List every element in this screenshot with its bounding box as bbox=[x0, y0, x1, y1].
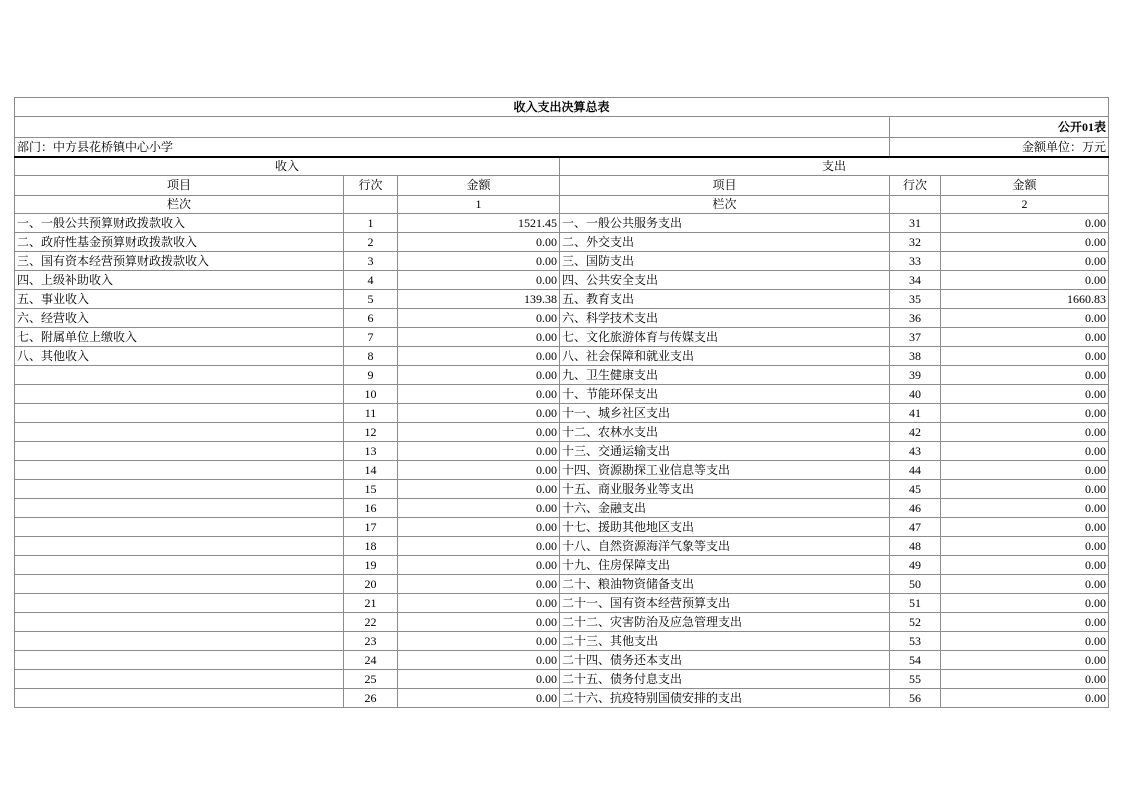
table-row bbox=[15, 594, 1109, 613]
expenditure-row-number: 55 bbox=[890, 670, 941, 689]
revenue-amount: 1521.45 bbox=[398, 214, 560, 233]
table-row bbox=[15, 613, 1109, 632]
expenditure-row-number: 35 bbox=[890, 290, 941, 309]
revenue-row-number: 12 bbox=[344, 423, 398, 442]
table-row bbox=[15, 689, 1109, 708]
expenditure-lanci-label: 栏次 bbox=[560, 196, 890, 214]
revenue-item-label bbox=[15, 594, 344, 613]
revenue-item-label bbox=[15, 537, 344, 556]
revenue-item-label bbox=[15, 613, 344, 632]
expenditure-item-label: 二十一、国有资本经营预算支出 bbox=[560, 594, 890, 613]
revenue-row-number: 16 bbox=[344, 499, 398, 518]
revenue-amount: 0.00 bbox=[398, 309, 560, 328]
revenue-amount: 0.00 bbox=[398, 556, 560, 575]
revenue-item-label: 五、事业收入 bbox=[15, 290, 344, 309]
revenue-amount: 0.00 bbox=[398, 594, 560, 613]
expenditure-item-label: 十九、住房保障支出 bbox=[560, 556, 890, 575]
unit-label: 金额单位：万元 bbox=[890, 138, 1109, 158]
expenditure-amount: 0.00 bbox=[941, 651, 1109, 670]
revenue-amount: 0.00 bbox=[398, 575, 560, 594]
revenue-amount: 0.00 bbox=[398, 271, 560, 290]
revenue-amount: 0.00 bbox=[398, 461, 560, 480]
expenditure-item-label: 十八、自然资源海洋气象等支出 bbox=[560, 537, 890, 556]
revenue-amount: 0.00 bbox=[398, 651, 560, 670]
expenditure-row-number: 38 bbox=[890, 347, 941, 366]
revenue-row-number: 14 bbox=[344, 461, 398, 480]
expenditure-amount: 0.00 bbox=[941, 518, 1109, 537]
table-title: 收入支出决算总表 bbox=[15, 98, 1109, 117]
revenue-item-label bbox=[15, 632, 344, 651]
revenue-item-label: 四、上级补助收入 bbox=[15, 271, 344, 290]
expenditure-item-label: 五、教育支出 bbox=[560, 290, 890, 309]
expenditure-row-number: 54 bbox=[890, 651, 941, 670]
revenue-amount-header: 金额 bbox=[398, 176, 560, 196]
expenditure-amount: 0.00 bbox=[941, 252, 1109, 271]
expenditure-item-label: 二、外交支出 bbox=[560, 233, 890, 252]
expenditure-amount: 0.00 bbox=[941, 575, 1109, 594]
table-row bbox=[15, 233, 1109, 252]
expenditure-item-label: 十、节能环保支出 bbox=[560, 385, 890, 404]
revenue-row-number: 15 bbox=[344, 480, 398, 499]
revenue-amount: 0.00 bbox=[398, 347, 560, 366]
revenue-amount: 0.00 bbox=[398, 499, 560, 518]
expenditure-amount: 0.00 bbox=[941, 233, 1109, 252]
revenue-amount: 0.00 bbox=[398, 385, 560, 404]
expenditure-row-number: 50 bbox=[890, 575, 941, 594]
revenue-amount: 0.00 bbox=[398, 404, 560, 423]
revenue-item-label: 一、一般公共预算财政拨款收入 bbox=[15, 214, 344, 233]
expenditure-item-label: 十六、金融支出 bbox=[560, 499, 890, 518]
revenue-row-number: 4 bbox=[344, 271, 398, 290]
revenue-row-number: 19 bbox=[344, 556, 398, 575]
revenue-row-number: 18 bbox=[344, 537, 398, 556]
table-row bbox=[15, 347, 1109, 366]
revenue-row-number: 13 bbox=[344, 442, 398, 461]
expenditure-rowno-header: 行次 bbox=[890, 176, 941, 196]
expenditure-amount: 0.00 bbox=[941, 670, 1109, 689]
revenue-amount: 0.00 bbox=[398, 632, 560, 651]
expenditure-item-label: 十四、资源勘探工业信息等支出 bbox=[560, 461, 890, 480]
revenue-amount: 0.00 bbox=[398, 518, 560, 537]
revenue-amount: 0.00 bbox=[398, 537, 560, 556]
revenue-amount: 0.00 bbox=[398, 328, 560, 347]
expenditure-row-number: 32 bbox=[890, 233, 941, 252]
expenditure-row-number: 48 bbox=[890, 537, 941, 556]
expenditure-item-label: 三、国防支出 bbox=[560, 252, 890, 271]
expenditure-item-label: 六、科学技术支出 bbox=[560, 309, 890, 328]
revenue-item-label bbox=[15, 423, 344, 442]
expenditure-amount: 0.00 bbox=[941, 632, 1109, 651]
revenue-row-number: 21 bbox=[344, 594, 398, 613]
expenditure-row-number: 46 bbox=[890, 499, 941, 518]
revenue-lanci-blank bbox=[344, 196, 398, 214]
revenue-item-label: 七、附属单位上缴收入 bbox=[15, 328, 344, 347]
expenditure-amount: 0.00 bbox=[941, 461, 1109, 480]
revenue-row-number: 6 bbox=[344, 309, 398, 328]
expenditure-amount: 0.00 bbox=[941, 442, 1109, 461]
revenue-item-label bbox=[15, 385, 344, 404]
table-body bbox=[15, 98, 1109, 708]
revenue-row-number: 24 bbox=[344, 651, 398, 670]
expenditure-amount: 0.00 bbox=[941, 689, 1109, 708]
revenue-row-number: 1 bbox=[344, 214, 398, 233]
revenue-item-label bbox=[15, 404, 344, 423]
revenue-item-label bbox=[15, 670, 344, 689]
table-row bbox=[15, 290, 1109, 309]
expenditure-row-number: 56 bbox=[890, 689, 941, 708]
expenditure-amount: 0.00 bbox=[941, 366, 1109, 385]
expenditure-amount: 0.00 bbox=[941, 385, 1109, 404]
revenue-item-label bbox=[15, 461, 344, 480]
revenue-amount: 0.00 bbox=[398, 670, 560, 689]
expenditure-lanci-blank bbox=[890, 196, 941, 214]
expenditure-amount: 0.00 bbox=[941, 480, 1109, 499]
revenue-amount: 0.00 bbox=[398, 689, 560, 708]
table-row bbox=[15, 651, 1109, 670]
expenditure-row-number: 36 bbox=[890, 309, 941, 328]
revenue-amount: 0.00 bbox=[398, 366, 560, 385]
expenditure-row-number: 44 bbox=[890, 461, 941, 480]
expenditure-amount: 0.00 bbox=[941, 499, 1109, 518]
department-label: 部门：中方县花桥镇中心小学 bbox=[15, 138, 890, 158]
expenditure-item-label: 十一、城乡社区支出 bbox=[560, 404, 890, 423]
expenditure-row-number: 41 bbox=[890, 404, 941, 423]
expenditure-row-number: 49 bbox=[890, 556, 941, 575]
expenditure-amount: 0.00 bbox=[941, 214, 1109, 233]
revenue-row-number: 20 bbox=[344, 575, 398, 594]
revenue-row-number: 5 bbox=[344, 290, 398, 309]
revenue-item-label bbox=[15, 556, 344, 575]
revenue-item-label bbox=[15, 366, 344, 385]
revenue-item-label bbox=[15, 518, 344, 537]
revenue-item-label bbox=[15, 651, 344, 670]
revenue-row-number: 2 bbox=[344, 233, 398, 252]
revenue-item-label bbox=[15, 689, 344, 708]
table-row bbox=[15, 271, 1109, 290]
expenditure-row-number: 40 bbox=[890, 385, 941, 404]
table-row bbox=[15, 385, 1109, 404]
expenditure-amount: 0.00 bbox=[941, 404, 1109, 423]
revenue-amount: 0.00 bbox=[398, 613, 560, 632]
revenue-item-label: 二、政府性基金预算财政拨款收入 bbox=[15, 233, 344, 252]
revenue-row-number: 10 bbox=[344, 385, 398, 404]
expenditure-amount: 0.00 bbox=[941, 271, 1109, 290]
expenditure-item-label: 二十三、其他支出 bbox=[560, 632, 890, 651]
expenditure-item-label: 二十五、债务付息支出 bbox=[560, 670, 890, 689]
expenditure-item-label: 二十二、灾害防治及应急管理支出 bbox=[560, 613, 890, 632]
expenditure-row-number: 47 bbox=[890, 518, 941, 537]
expenditure-row-number: 37 bbox=[890, 328, 941, 347]
expenditure-item-header: 项目 bbox=[560, 176, 890, 196]
expenditure-amount: 0.00 bbox=[941, 613, 1109, 632]
revenue-row-number: 17 bbox=[344, 518, 398, 537]
revenue-item-label bbox=[15, 499, 344, 518]
expenditure-row-number: 42 bbox=[890, 423, 941, 442]
section-header-row bbox=[15, 157, 1109, 176]
expenditure-section-title: 支出 bbox=[560, 157, 1109, 176]
expenditure-column-number: 2 bbox=[941, 196, 1109, 214]
table-row bbox=[15, 575, 1109, 594]
table-row bbox=[15, 518, 1109, 537]
table-row bbox=[15, 442, 1109, 461]
expenditure-amount: 0.00 bbox=[941, 347, 1109, 366]
revenue-row-number: 26 bbox=[344, 689, 398, 708]
table-row bbox=[15, 328, 1109, 347]
table-row bbox=[15, 214, 1109, 233]
revenue-item-label bbox=[15, 442, 344, 461]
expenditure-row-number: 53 bbox=[890, 632, 941, 651]
expenditure-amount: 0.00 bbox=[941, 423, 1109, 442]
revenue-item-label bbox=[15, 575, 344, 594]
revenue-row-number: 25 bbox=[344, 670, 398, 689]
expenditure-amount: 0.00 bbox=[941, 594, 1109, 613]
expenditure-row-number: 33 bbox=[890, 252, 941, 271]
revenue-row-number: 23 bbox=[344, 632, 398, 651]
revenue-section-title: 收入 bbox=[15, 157, 560, 176]
expenditure-item-label: 八、社会保障和就业支出 bbox=[560, 347, 890, 366]
column-number-row bbox=[15, 196, 1109, 214]
expenditure-row-number: 45 bbox=[890, 480, 941, 499]
revenue-row-number: 8 bbox=[344, 347, 398, 366]
expenditure-item-label: 二十六、抗疫特别国债安排的支出 bbox=[560, 689, 890, 708]
revenue-row-number: 22 bbox=[344, 613, 398, 632]
expenditure-item-label: 十三、交通运输支出 bbox=[560, 442, 890, 461]
expenditure-row-number: 52 bbox=[890, 613, 941, 632]
table-row bbox=[15, 423, 1109, 442]
expenditure-item-label: 七、文化旅游体育与传媒支出 bbox=[560, 328, 890, 347]
revenue-row-number: 7 bbox=[344, 328, 398, 347]
column-header-row bbox=[15, 176, 1109, 196]
table-row bbox=[15, 499, 1109, 518]
expenditure-amount: 0.00 bbox=[941, 309, 1109, 328]
table-row bbox=[15, 480, 1109, 499]
sheet-row bbox=[15, 117, 1109, 138]
meta-row bbox=[15, 138, 1109, 158]
expenditure-row-number: 39 bbox=[890, 366, 941, 385]
expenditure-row-number: 31 bbox=[890, 214, 941, 233]
table-row bbox=[15, 556, 1109, 575]
table-row bbox=[15, 537, 1109, 556]
table-row bbox=[15, 309, 1109, 328]
expenditure-item-label: 十七、援助其他地区支出 bbox=[560, 518, 890, 537]
expenditure-item-label: 九、卫生健康支出 bbox=[560, 366, 890, 385]
expenditure-item-label: 十二、农林水支出 bbox=[560, 423, 890, 442]
expenditure-amount: 0.00 bbox=[941, 556, 1109, 575]
table-row bbox=[15, 252, 1109, 271]
expenditure-amount-header: 金额 bbox=[941, 176, 1109, 196]
revenue-row-number: 9 bbox=[344, 366, 398, 385]
table-row bbox=[15, 670, 1109, 689]
revenue-amount: 139.38 bbox=[398, 290, 560, 309]
statement-table bbox=[14, 97, 1109, 708]
expenditure-row-number: 43 bbox=[890, 442, 941, 461]
revenue-row-number: 3 bbox=[344, 252, 398, 271]
table-row bbox=[15, 632, 1109, 651]
revenue-item-header: 项目 bbox=[15, 176, 344, 196]
expenditure-item-label: 二十、粮油物资储备支出 bbox=[560, 575, 890, 594]
expenditure-item-label: 四、公共安全支出 bbox=[560, 271, 890, 290]
title-row bbox=[15, 98, 1109, 117]
revenue-amount: 0.00 bbox=[398, 442, 560, 461]
expenditure-row-number: 34 bbox=[890, 271, 941, 290]
expenditure-row-number: 51 bbox=[890, 594, 941, 613]
sheet-number: 公开01表 bbox=[890, 117, 1109, 138]
revenue-column-number: 1 bbox=[398, 196, 560, 214]
table-row bbox=[15, 461, 1109, 480]
revenue-rowno-header: 行次 bbox=[344, 176, 398, 196]
revenue-amount: 0.00 bbox=[398, 423, 560, 442]
expenditure-item-label: 一、一般公共服务支出 bbox=[560, 214, 890, 233]
revenue-item-label bbox=[15, 480, 344, 499]
revenue-lanci-label: 栏次 bbox=[15, 196, 344, 214]
revenue-amount: 0.00 bbox=[398, 480, 560, 499]
table-row bbox=[15, 404, 1109, 423]
expenditure-item-label: 十五、商业服务业等支出 bbox=[560, 480, 890, 499]
sheet-row-spacer bbox=[15, 117, 890, 138]
table-row bbox=[15, 366, 1109, 385]
expenditure-amount: 0.00 bbox=[941, 328, 1109, 347]
revenue-item-label: 八、其他收入 bbox=[15, 347, 344, 366]
revenue-item-label: 六、经营收入 bbox=[15, 309, 344, 328]
expenditure-amount: 0.00 bbox=[941, 537, 1109, 556]
revenue-row-number: 11 bbox=[344, 404, 398, 423]
expenditure-item-label: 二十四、债务还本支出 bbox=[560, 651, 890, 670]
revenue-item-label: 三、国有资本经营预算财政拨款收入 bbox=[15, 252, 344, 271]
expenditure-amount: 1660.83 bbox=[941, 290, 1109, 309]
revenue-amount: 0.00 bbox=[398, 252, 560, 271]
revenue-amount: 0.00 bbox=[398, 233, 560, 252]
